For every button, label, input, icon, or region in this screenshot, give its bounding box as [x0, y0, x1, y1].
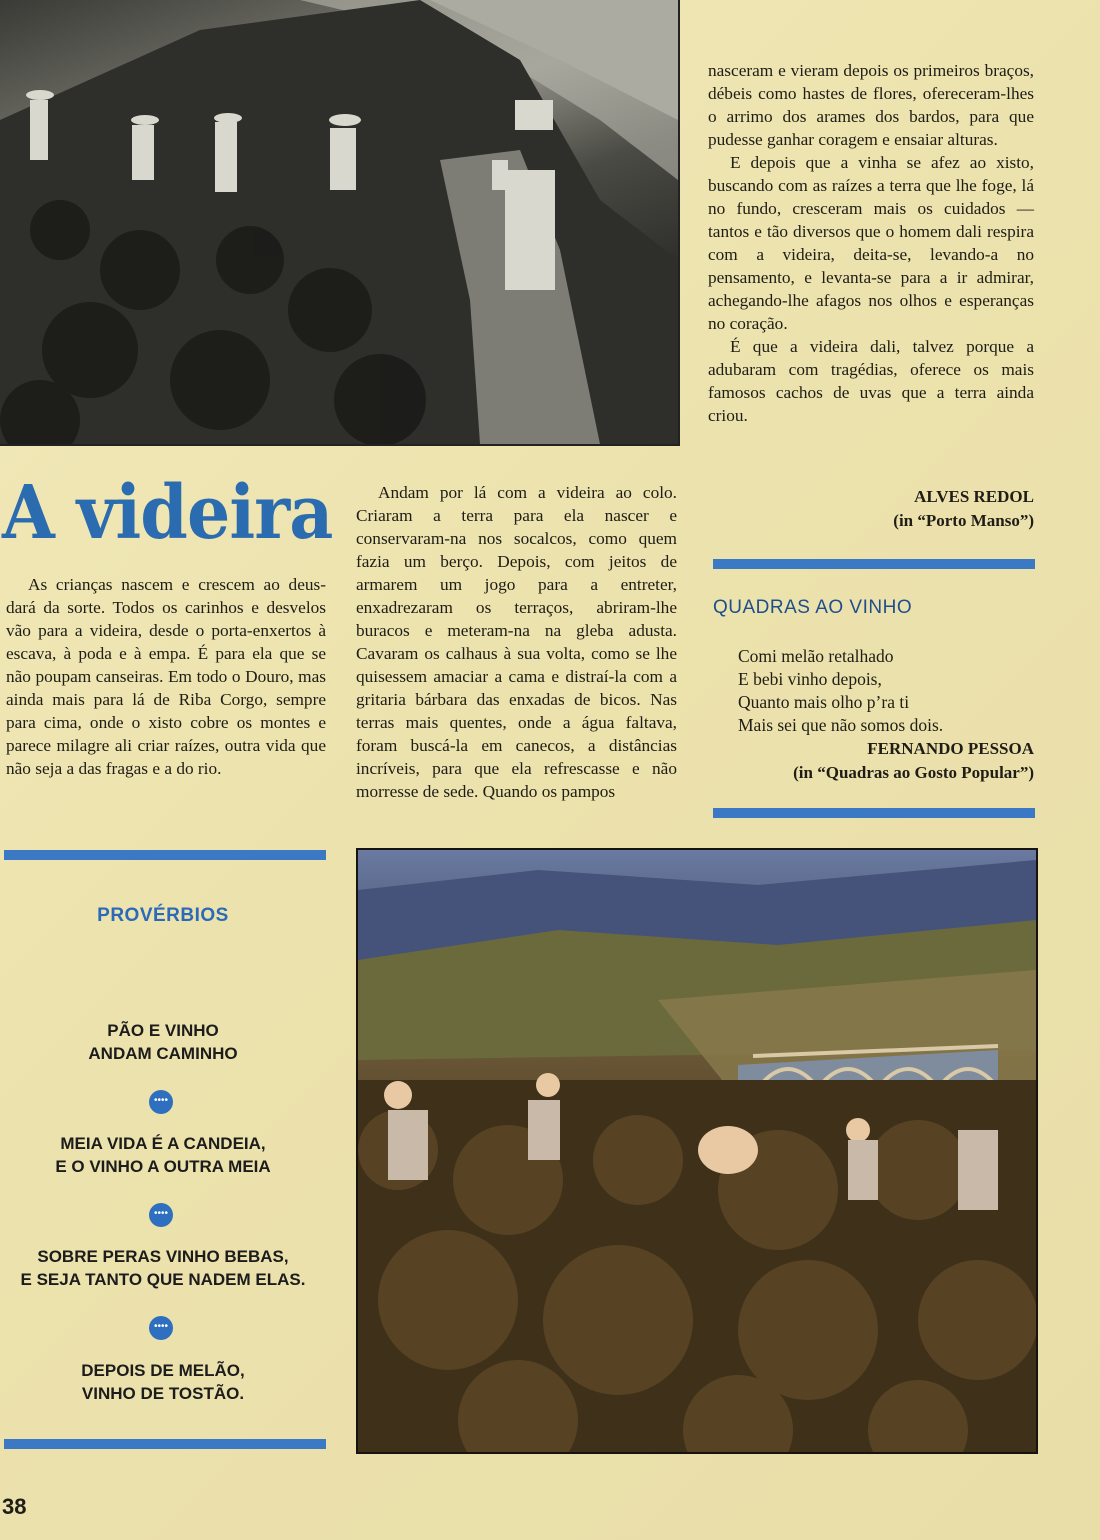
article-paragraph: E depois que a vinha se afez ao xisto, buscando com as raízes a terra que lhe foge, lá no fundo, cresceram mais os cuidados — tantos e tão diversos que o homem dali respira com a videira, deita-se, levando-a no pensamento, e levanta-se para a ir admirar, achegando-lhe afagos nos olhos e esperanças no coração.: [708, 153, 1034, 333]
vineyard-workers-photo: [0, 0, 680, 446]
poem-source: (in “Quadras ao Gosto Popular”): [793, 763, 1034, 782]
douro-harvest-photo: [356, 848, 1038, 1454]
bullet-dot-icon: ••••: [149, 1203, 173, 1227]
proverb-line: DEPOIS DE MELÃO,: [81, 1361, 245, 1380]
poem-author: FERNANDO PESSOA: [867, 739, 1034, 758]
proverb-line: E SEJA TANTO QUE NADEM ELAS.: [20, 1270, 306, 1289]
quadra-poem: [738, 645, 943, 737]
poem-line: Mais sei que não somos dois.: [738, 715, 944, 735]
article-paragraph: As crianças nascem e crescem ao deus-dará da sorte. Todos os carinhos e desvelos vão para a videira, desde o porta-enxertos à escava, à poda e à empa. É para ela que se não poupam canseiras. Em todo o Douro, mas ainda mais para lá de Riba Corgo, sempre para cima, onde o xisto cobre os montes e parece milagre ali criar raízes, outra vida que não seja a das fragas e a do rio.: [6, 575, 326, 778]
bullet-dot-icon: ••••: [149, 1316, 173, 1340]
proverb-item: [0, 1132, 326, 1178]
divider-bar: [713, 808, 1035, 818]
proverb-item: [0, 1359, 326, 1405]
proverb-line: SOBRE PERAS VINHO BEBAS,: [37, 1247, 289, 1266]
divider-bar: [713, 559, 1035, 569]
author-name: ALVES REDOL: [914, 487, 1034, 506]
poem-signature: [760, 737, 1034, 785]
page-number: 38: [2, 1494, 27, 1519]
proverb-line: ANDAM CAMINHO: [88, 1044, 238, 1063]
article-paragraph: É que a videira dali, talvez porque a adubaram com tragédias, oferece os mais famosos cachos de uvas que a terra ainda criou.: [708, 337, 1034, 425]
proverb-line: E O VINHO A OUTRA MEIA: [55, 1157, 271, 1176]
article-signature: [760, 485, 1034, 533]
article-headline: A videira: [2, 470, 333, 556]
proverb-item: [0, 1245, 326, 1291]
poem-line: Comi melão retalhado: [738, 646, 894, 666]
article-paragraph: nasceram e vieram depois os primeiros braços, débeis como hastes de flores, ofereceram-lhes o arrimo dos arames dos bardos, para que pudesse ganhar coragem e ensaiar alturas.: [708, 61, 1034, 149]
divider-bar: [4, 850, 326, 860]
quadras-title: QUADRAS AO VINHO: [713, 597, 913, 618]
proverbios-title: PROVÉRBIOS: [97, 905, 229, 926]
poem-line: Quanto mais olho p’ra ti: [738, 692, 910, 712]
divider-bar: [4, 1439, 326, 1449]
poem-line: E bebi vinho depois,: [738, 669, 882, 689]
proverb-line: VINHO DE TOSTÃO.: [81, 1384, 245, 1403]
article-paragraph: Andam por lá com a videira ao colo. Criaram a terra para ela nascer e conservaram-na nos socalcos, como quem fazia um berço. Depois, com jeitos de armarem um jogo para a entreter, enxadrezaram os terraços, abriram-lhe buracos e meteram-na na gleba adusta. Cavaram os calhaus à sua volta, como se lhe quisessem amaciar a cama e distraí-la com a gritaria bárbara das enxadas de bicos. Nas terras mais quentes, onde a água faltava, foram buscá-la em canecos, a distâncias incríveis, para que ela refrescasse e não morresse de sede. Quando os pampos: [356, 483, 677, 801]
article-column-2: [356, 481, 677, 803]
proverb-line: MEIA VIDA É A CANDEIA,: [60, 1134, 266, 1153]
proverb-item: [0, 1019, 326, 1065]
article-column-1: [6, 573, 326, 780]
bullet-dot-icon: ••••: [149, 1090, 173, 1114]
article-column-3: [708, 59, 1034, 427]
proverb-line: PÃO E VINHO: [107, 1021, 219, 1040]
author-source: (in “Porto Manso”): [893, 511, 1034, 530]
